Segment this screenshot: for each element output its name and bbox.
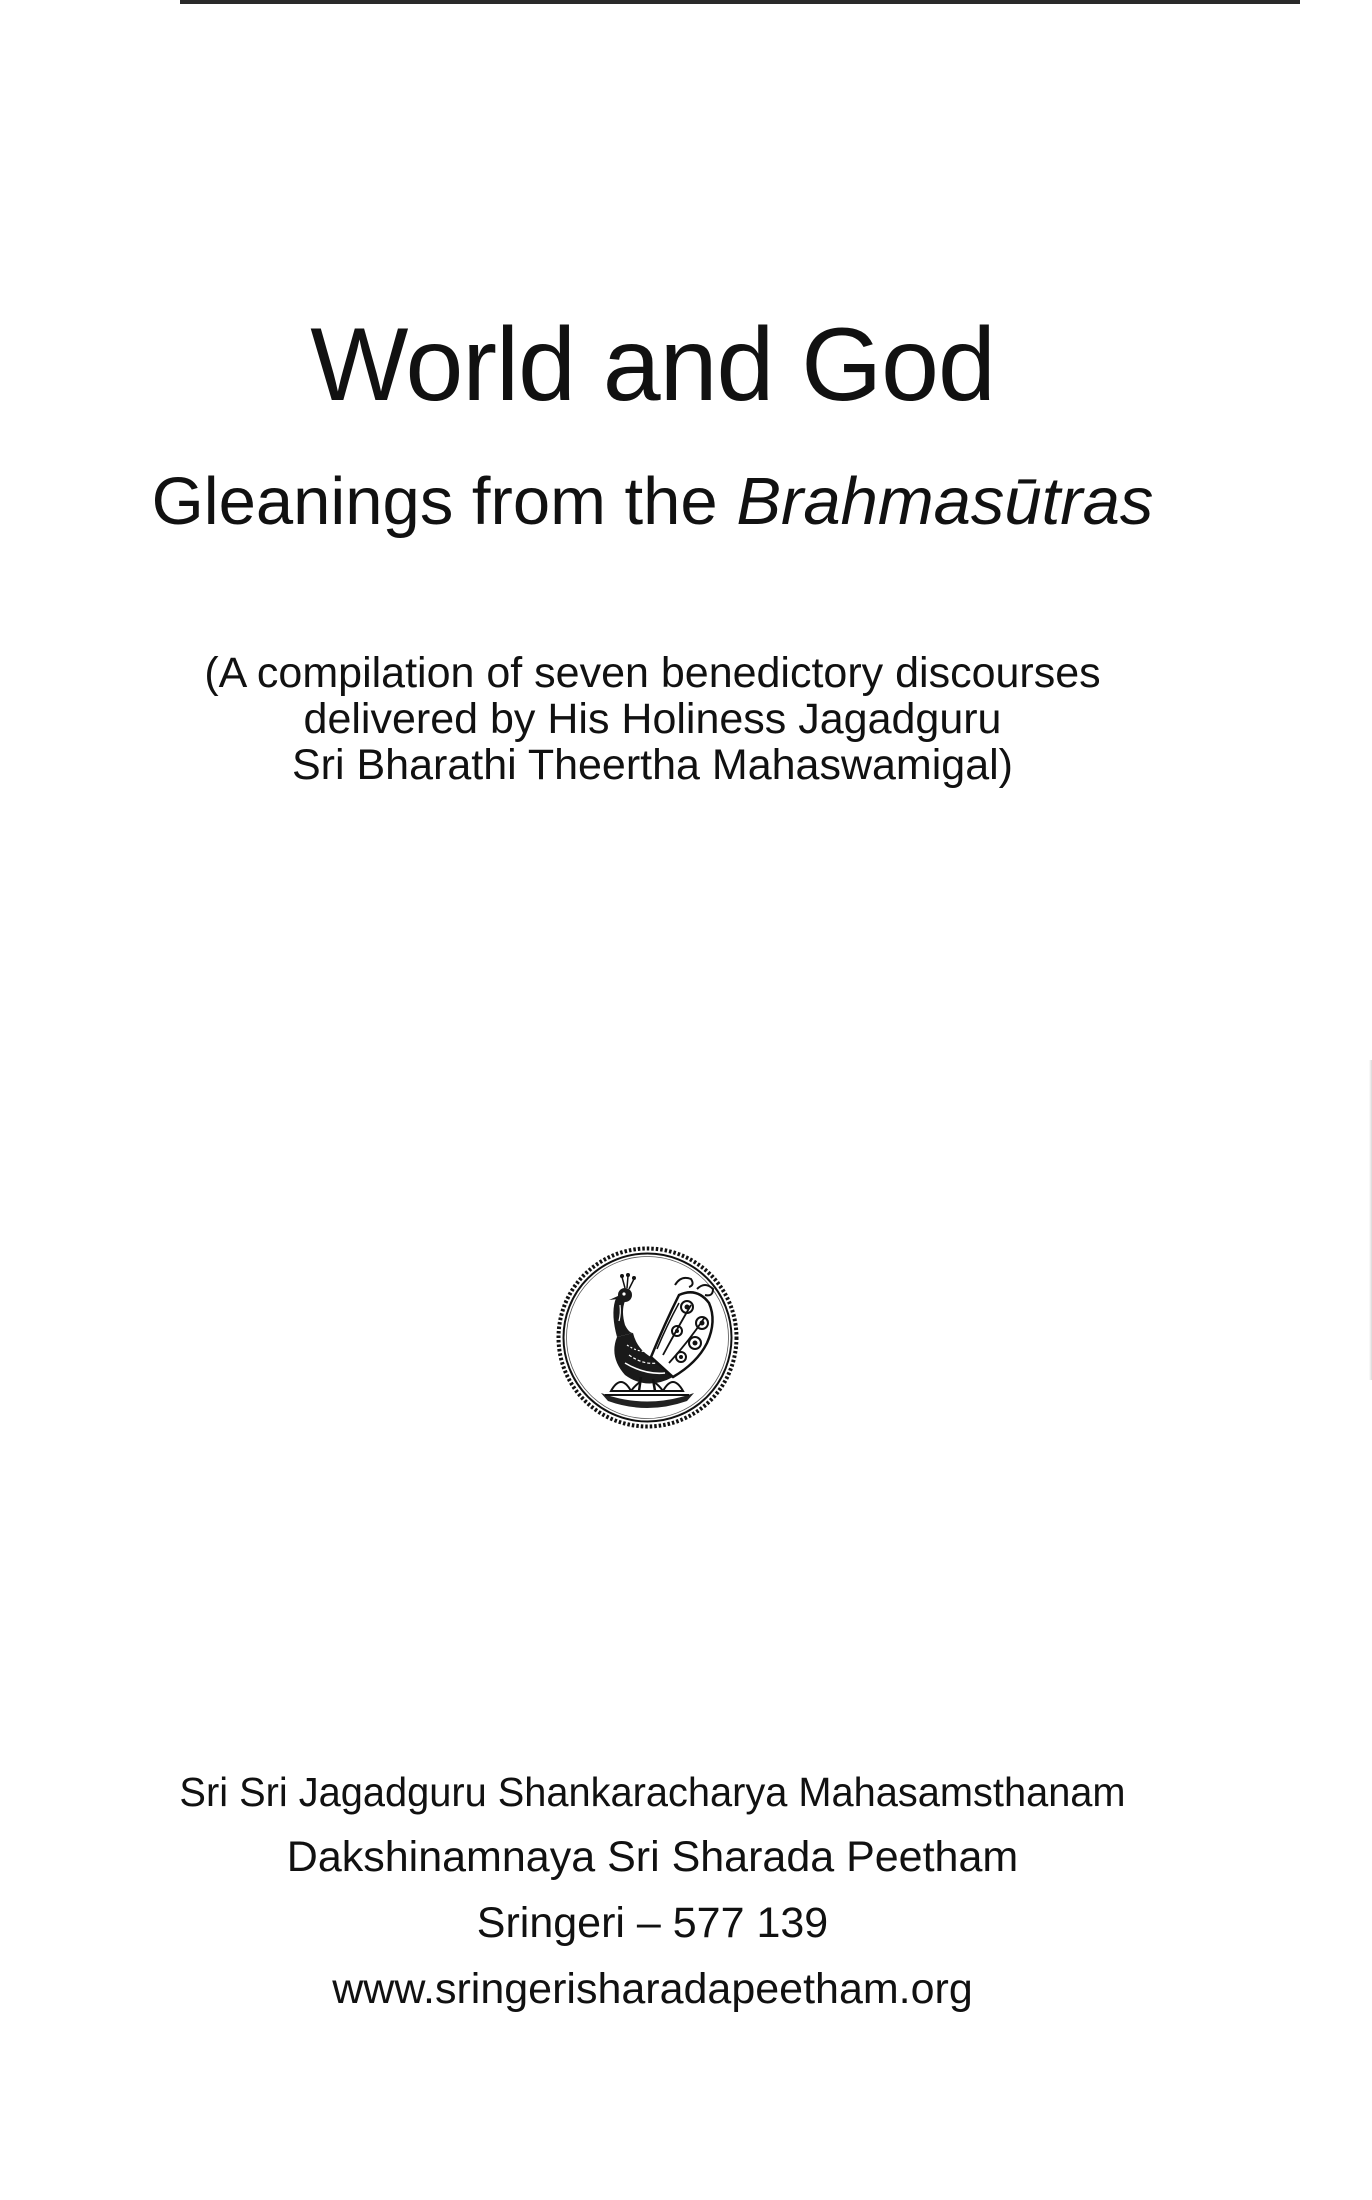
book-description xyxy=(0,650,1305,788)
subtitle-prefix: Gleanings from the xyxy=(151,464,737,539)
book-title: World and God xyxy=(310,307,995,423)
publisher-peetham: Dakshinamnaya Sri Sharada Peetham xyxy=(286,1833,1019,1881)
book-subtitle xyxy=(0,462,1305,542)
description-line: (A compilation of seven benedictory discourses xyxy=(204,649,1101,697)
page-top-edge xyxy=(180,0,1300,4)
description-line: delivered by His Holiness Jagadguru xyxy=(303,695,1002,743)
publisher-website: www.sringerisharadapeetham.org xyxy=(332,1965,973,2013)
description-line: Sri Bharathi Theertha Mahaswamigal) xyxy=(292,741,1013,789)
publisher-address: Sringeri – 577 139 xyxy=(476,1899,829,1947)
publisher-name: Sri Sri Jagadguru Shankaracharya Mahasamsthanam xyxy=(179,1769,1126,1815)
publisher-block xyxy=(0,1760,1305,2022)
subtitle-italic-term: Brahmasūtras xyxy=(736,464,1154,539)
peacock-on-lotus-emblem-icon xyxy=(555,1245,740,1430)
